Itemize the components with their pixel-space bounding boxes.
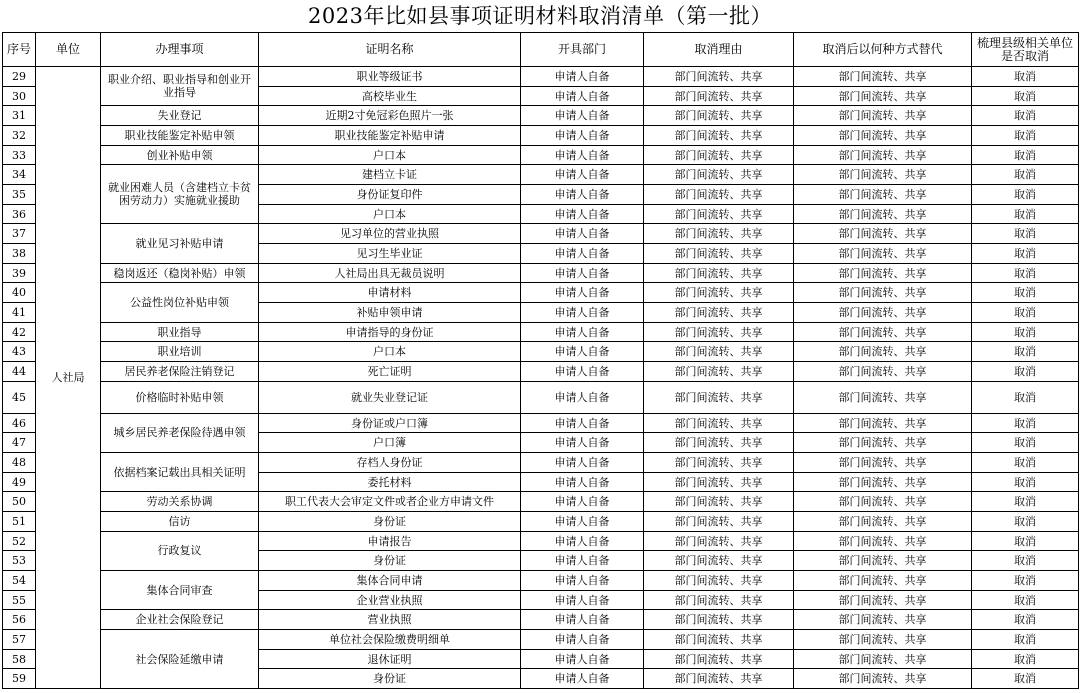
cell-reason: 部门间流转、共享 xyxy=(644,512,794,532)
cell-replace: 部门间流转、共享 xyxy=(794,67,972,87)
cell-seq: 41 xyxy=(3,303,36,323)
cell-item: 就业困难人员（含建档立卡贫困劳动力）实施就业援助 xyxy=(101,165,259,224)
cell-county: 取消 xyxy=(972,649,1079,669)
cell-replace: 部门间流转、共享 xyxy=(794,244,972,264)
cell-reason: 部门间流转、共享 xyxy=(644,263,794,283)
cell-cert: 职业技能鉴定补贴申请 xyxy=(259,126,521,146)
table-row xyxy=(3,381,1079,413)
cell-cert: 委托材料 xyxy=(259,472,521,492)
cell-item: 依据档案记载出具相关证明 xyxy=(101,453,259,492)
cell-replace: 部门间流转、共享 xyxy=(794,551,972,571)
cell-cert: 见习单位的营业执照 xyxy=(259,224,521,244)
table-row xyxy=(3,145,1079,165)
cell-replace: 部门间流转、共享 xyxy=(794,571,972,591)
cell-replace: 部门间流转、共享 xyxy=(794,263,972,283)
cell-reason: 部门间流转、共享 xyxy=(644,224,794,244)
cell-issuer: 申请人自备 xyxy=(521,453,644,473)
cell-replace: 部门间流转、共享 xyxy=(794,165,972,185)
cell-reason: 部门间流转、共享 xyxy=(644,67,794,87)
cell-reason: 部门间流转、共享 xyxy=(644,362,794,382)
cell-seq: 37 xyxy=(3,224,36,244)
cell-issuer: 申请人自备 xyxy=(521,86,644,106)
cell-cert: 身份证或户口簿 xyxy=(259,413,521,433)
cell-item: 社会保险延缴申请 xyxy=(101,630,259,689)
cell-replace: 部门间流转、共享 xyxy=(794,283,972,303)
cell-replace: 部门间流转、共享 xyxy=(794,531,972,551)
cell-item: 职业介绍、职业指导和创业开业指导 xyxy=(101,67,259,106)
cell-county: 取消 xyxy=(972,244,1079,264)
cell-cert: 补贴申领申请 xyxy=(259,303,521,323)
cell-county: 取消 xyxy=(972,106,1079,126)
cell-item: 城乡居民养老保险待遇申领 xyxy=(101,413,259,452)
cell-cert: 身份证 xyxy=(259,512,521,532)
cell-replace: 部门间流转、共享 xyxy=(794,649,972,669)
cell-cert: 户口本 xyxy=(259,145,521,165)
cell-cert: 身份证复印件 xyxy=(259,185,521,205)
cell-issuer: 申请人自备 xyxy=(521,283,644,303)
cell-seq: 35 xyxy=(3,185,36,205)
cell-reason: 部门间流转、共享 xyxy=(644,342,794,362)
cell-county: 取消 xyxy=(972,453,1079,473)
cell-cert: 人社局出具无裁员说明 xyxy=(259,263,521,283)
cell-issuer: 申请人自备 xyxy=(521,472,644,492)
cell-reason: 部门间流转、共享 xyxy=(644,413,794,433)
cell-reason: 部门间流转、共享 xyxy=(644,106,794,126)
cell-county: 取消 xyxy=(972,303,1079,323)
cancellation-table xyxy=(2,32,1079,689)
cell-seq: 42 xyxy=(3,322,36,342)
cell-reason: 部门间流转、共享 xyxy=(644,204,794,224)
table-row xyxy=(3,263,1079,283)
cell-reason: 部门间流转、共享 xyxy=(644,590,794,610)
cell-county: 取消 xyxy=(972,145,1079,165)
header-county: 梳理县级相关单位是否取消 xyxy=(972,33,1079,67)
cell-cert: 户口本 xyxy=(259,342,521,362)
cell-cert: 职业等级证书 xyxy=(259,67,521,87)
cell-item: 行政复议 xyxy=(101,531,259,570)
cell-reason: 部门间流转、共享 xyxy=(644,472,794,492)
cell-replace: 部门间流转、共享 xyxy=(794,224,972,244)
cell-cert: 户口本 xyxy=(259,204,521,224)
cell-cert: 集体合同申请 xyxy=(259,571,521,591)
table-row xyxy=(3,322,1079,342)
cell-item: 创业补贴申领 xyxy=(101,145,259,165)
header-item: 办理事项 xyxy=(101,33,259,67)
cell-item: 集体合同审查 xyxy=(101,571,259,610)
cell-reason: 部门间流转、共享 xyxy=(644,303,794,323)
cell-seq: 40 xyxy=(3,283,36,303)
cell-reason: 部门间流转、共享 xyxy=(644,492,794,512)
cell-seq: 47 xyxy=(3,433,36,453)
cell-seq: 34 xyxy=(3,165,36,185)
cell-county: 取消 xyxy=(972,630,1079,650)
cell-county: 取消 xyxy=(972,322,1079,342)
cell-cert: 高校毕业生 xyxy=(259,86,521,106)
cell-cert: 申请材料 xyxy=(259,283,521,303)
cell-item: 失业登记 xyxy=(101,106,259,126)
cell-county: 取消 xyxy=(972,571,1079,591)
cell-cert: 存档人身份证 xyxy=(259,453,521,473)
cell-seq: 49 xyxy=(3,472,36,492)
table-row xyxy=(3,531,1079,551)
cell-cert: 申请报告 xyxy=(259,531,521,551)
cell-issuer: 申请人自备 xyxy=(521,551,644,571)
cell-replace: 部门间流转、共享 xyxy=(794,204,972,224)
cell-issuer: 申请人自备 xyxy=(521,630,644,650)
cell-replace: 部门间流转、共享 xyxy=(794,669,972,689)
cell-seq: 48 xyxy=(3,453,36,473)
cell-seq: 44 xyxy=(3,362,36,382)
cell-issuer: 申请人自备 xyxy=(521,571,644,591)
cell-issuer: 申请人自备 xyxy=(521,263,644,283)
cell-issuer: 申请人自备 xyxy=(521,244,644,264)
table-row xyxy=(3,342,1079,362)
cell-item: 就业见习补贴申请 xyxy=(101,224,259,263)
cell-replace: 部门间流转、共享 xyxy=(794,86,972,106)
cell-issuer: 申请人自备 xyxy=(521,433,644,453)
cell-issuer: 申请人自备 xyxy=(521,106,644,126)
cell-county: 取消 xyxy=(972,362,1079,382)
cell-county: 取消 xyxy=(972,531,1079,551)
cell-seq: 39 xyxy=(3,263,36,283)
cell-county: 取消 xyxy=(972,204,1079,224)
cell-seq: 46 xyxy=(3,413,36,433)
cell-seq: 56 xyxy=(3,610,36,630)
cell-county: 取消 xyxy=(972,185,1079,205)
cell-item: 职业培训 xyxy=(101,342,259,362)
cell-seq: 31 xyxy=(3,106,36,126)
cell-reason: 部门间流转、共享 xyxy=(644,649,794,669)
page-title: 2023年比如县事项证明材料取消清单（第一批） xyxy=(308,4,772,28)
cell-item: 居民养老保险注销登记 xyxy=(101,362,259,382)
cell-item: 公益性岗位补贴申领 xyxy=(101,283,259,322)
cell-replace: 部门间流转、共享 xyxy=(794,413,972,433)
cell-reason: 部门间流转、共享 xyxy=(644,630,794,650)
cell-replace: 部门间流转、共享 xyxy=(794,106,972,126)
cell-cert: 职工代表大会审定文件或者企业方申请文件 xyxy=(259,492,521,512)
cell-county: 取消 xyxy=(972,126,1079,146)
cell-item: 价格临时补贴申领 xyxy=(101,381,259,413)
cell-unit: 人社局 xyxy=(36,67,101,689)
cell-reason: 部门间流转、共享 xyxy=(644,531,794,551)
cell-reason: 部门间流转、共享 xyxy=(644,453,794,473)
cell-seq: 33 xyxy=(3,145,36,165)
cell-replace: 部门间流转、共享 xyxy=(794,381,972,413)
cell-county: 取消 xyxy=(972,165,1079,185)
cell-cert: 就业失业登记证 xyxy=(259,381,521,413)
cell-cert: 身份证 xyxy=(259,551,521,571)
cell-seq: 58 xyxy=(3,649,36,669)
cell-reason: 部门间流转、共享 xyxy=(644,145,794,165)
cell-cert: 退休证明 xyxy=(259,649,521,669)
cell-item: 企业社会保险登记 xyxy=(101,610,259,630)
cell-cert: 单位社会保险缴费明细单 xyxy=(259,630,521,650)
cell-county: 取消 xyxy=(972,669,1079,689)
table-row xyxy=(3,512,1079,532)
cell-replace: 部门间流转、共享 xyxy=(794,630,972,650)
cell-county: 取消 xyxy=(972,551,1079,571)
cell-issuer: 申请人自备 xyxy=(521,322,644,342)
cell-seq: 45 xyxy=(3,381,36,413)
cell-seq: 57 xyxy=(3,630,36,650)
cell-issuer: 申请人自备 xyxy=(521,590,644,610)
cell-reason: 部门间流转、共享 xyxy=(644,165,794,185)
table-row xyxy=(3,106,1079,126)
table-row xyxy=(3,283,1079,303)
cell-item: 稳岗返还（稳岗补贴）申领 xyxy=(101,263,259,283)
cell-issuer: 申请人自备 xyxy=(521,669,644,689)
table-row xyxy=(3,630,1079,650)
cell-replace: 部门间流转、共享 xyxy=(794,453,972,473)
cell-issuer: 申请人自备 xyxy=(521,362,644,382)
cell-county: 取消 xyxy=(972,610,1079,630)
cell-replace: 部门间流转、共享 xyxy=(794,185,972,205)
cell-replace: 部门间流转、共享 xyxy=(794,303,972,323)
header-replace: 取消后以何种方式替代 xyxy=(794,33,972,67)
cell-issuer: 申请人自备 xyxy=(521,204,644,224)
table-row xyxy=(3,126,1079,146)
cell-reason: 部门间流转、共享 xyxy=(644,551,794,571)
header-seq: 序号 xyxy=(3,33,36,67)
cell-issuer: 申请人自备 xyxy=(521,165,644,185)
header-cert: 证明名称 xyxy=(259,33,521,67)
cell-issuer: 申请人自备 xyxy=(521,145,644,165)
cell-cert: 户口簿 xyxy=(259,433,521,453)
cell-issuer: 申请人自备 xyxy=(521,610,644,630)
cell-county: 取消 xyxy=(972,492,1079,512)
cell-replace: 部门间流转、共享 xyxy=(794,512,972,532)
table-row xyxy=(3,492,1079,512)
cell-reason: 部门间流转、共享 xyxy=(644,433,794,453)
cell-issuer: 申请人自备 xyxy=(521,531,644,551)
cell-cert: 营业执照 xyxy=(259,610,521,630)
cell-item: 信访 xyxy=(101,512,259,532)
cell-issuer: 申请人自备 xyxy=(521,126,644,146)
cell-county: 取消 xyxy=(972,342,1079,362)
cell-replace: 部门间流转、共享 xyxy=(794,433,972,453)
cell-seq: 43 xyxy=(3,342,36,362)
table-row xyxy=(3,610,1079,630)
header-issuer: 开具部门 xyxy=(521,33,644,67)
table-row xyxy=(3,165,1079,185)
cell-county: 取消 xyxy=(972,413,1079,433)
cell-cert: 见习生毕业证 xyxy=(259,244,521,264)
table-row xyxy=(3,571,1079,591)
cell-cert: 身份证 xyxy=(259,669,521,689)
cell-seq: 38 xyxy=(3,244,36,264)
cell-reason: 部门间流转、共享 xyxy=(644,669,794,689)
cell-seq: 54 xyxy=(3,571,36,591)
cell-reason: 部门间流转、共享 xyxy=(644,610,794,630)
cell-county: 取消 xyxy=(972,86,1079,106)
cell-seq: 53 xyxy=(3,551,36,571)
cell-issuer: 申请人自备 xyxy=(521,342,644,362)
cell-cert: 近期2寸免冠彩色照片一张 xyxy=(259,106,521,126)
cell-seq: 59 xyxy=(3,669,36,689)
cell-item: 职业技能鉴定补贴申领 xyxy=(101,126,259,146)
table-row xyxy=(3,224,1079,244)
cell-seq: 50 xyxy=(3,492,36,512)
table-row xyxy=(3,453,1079,473)
cell-cert: 企业营业执照 xyxy=(259,590,521,610)
cell-county: 取消 xyxy=(972,590,1079,610)
cell-replace: 部门间流转、共享 xyxy=(794,362,972,382)
cell-seq: 51 xyxy=(3,512,36,532)
cell-reason: 部门间流转、共享 xyxy=(644,244,794,264)
cell-issuer: 申请人自备 xyxy=(521,185,644,205)
table-body xyxy=(3,67,1079,689)
cell-replace: 部门间流转、共享 xyxy=(794,322,972,342)
cell-issuer: 申请人自备 xyxy=(521,224,644,244)
table-row xyxy=(3,362,1079,382)
table-row xyxy=(3,413,1079,433)
cell-replace: 部门间流转、共享 xyxy=(794,472,972,492)
header-unit: 单位 xyxy=(36,33,101,67)
header-row xyxy=(3,33,1079,67)
cell-reason: 部门间流转、共享 xyxy=(644,571,794,591)
cell-seq: 29 xyxy=(3,67,36,87)
cell-issuer: 申请人自备 xyxy=(521,413,644,433)
cell-county: 取消 xyxy=(972,263,1079,283)
cell-seq: 36 xyxy=(3,204,36,224)
cell-issuer: 申请人自备 xyxy=(521,512,644,532)
cell-issuer: 申请人自备 xyxy=(521,303,644,323)
cell-reason: 部门间流转、共享 xyxy=(644,185,794,205)
cell-county: 取消 xyxy=(972,512,1079,532)
header-reason: 取消理由 xyxy=(644,33,794,67)
cell-county: 取消 xyxy=(972,472,1079,492)
cell-issuer: 申请人自备 xyxy=(521,492,644,512)
cell-replace: 部门间流转、共享 xyxy=(794,145,972,165)
cell-reason: 部门间流转、共享 xyxy=(644,86,794,106)
cell-reason: 部门间流转、共享 xyxy=(644,381,794,413)
cell-issuer: 申请人自备 xyxy=(521,67,644,87)
cell-seq: 52 xyxy=(3,531,36,551)
cell-county: 取消 xyxy=(972,67,1079,87)
cell-cert: 申请指导的身份证 xyxy=(259,322,521,342)
cell-item: 劳动关系协调 xyxy=(101,492,259,512)
cell-item: 职业指导 xyxy=(101,322,259,342)
cell-county: 取消 xyxy=(972,283,1079,303)
cell-issuer: 申请人自备 xyxy=(521,649,644,669)
table-row xyxy=(3,67,1079,87)
cell-seq: 30 xyxy=(3,86,36,106)
cell-replace: 部门间流转、共享 xyxy=(794,590,972,610)
cell-replace: 部门间流转、共享 xyxy=(794,492,972,512)
cell-replace: 部门间流转、共享 xyxy=(794,610,972,630)
cell-cert: 建档立卡证 xyxy=(259,165,521,185)
cell-county: 取消 xyxy=(972,381,1079,413)
cell-reason: 部门间流转、共享 xyxy=(644,126,794,146)
cell-issuer: 申请人自备 xyxy=(521,381,644,413)
cell-reason: 部门间流转、共享 xyxy=(644,322,794,342)
cell-seq: 32 xyxy=(3,126,36,146)
cell-replace: 部门间流转、共享 xyxy=(794,342,972,362)
cell-county: 取消 xyxy=(972,224,1079,244)
cell-seq: 55 xyxy=(3,590,36,610)
cell-reason: 部门间流转、共享 xyxy=(644,283,794,303)
cell-cert: 死亡证明 xyxy=(259,362,521,382)
cell-replace: 部门间流转、共享 xyxy=(794,126,972,146)
cell-county: 取消 xyxy=(972,433,1079,453)
